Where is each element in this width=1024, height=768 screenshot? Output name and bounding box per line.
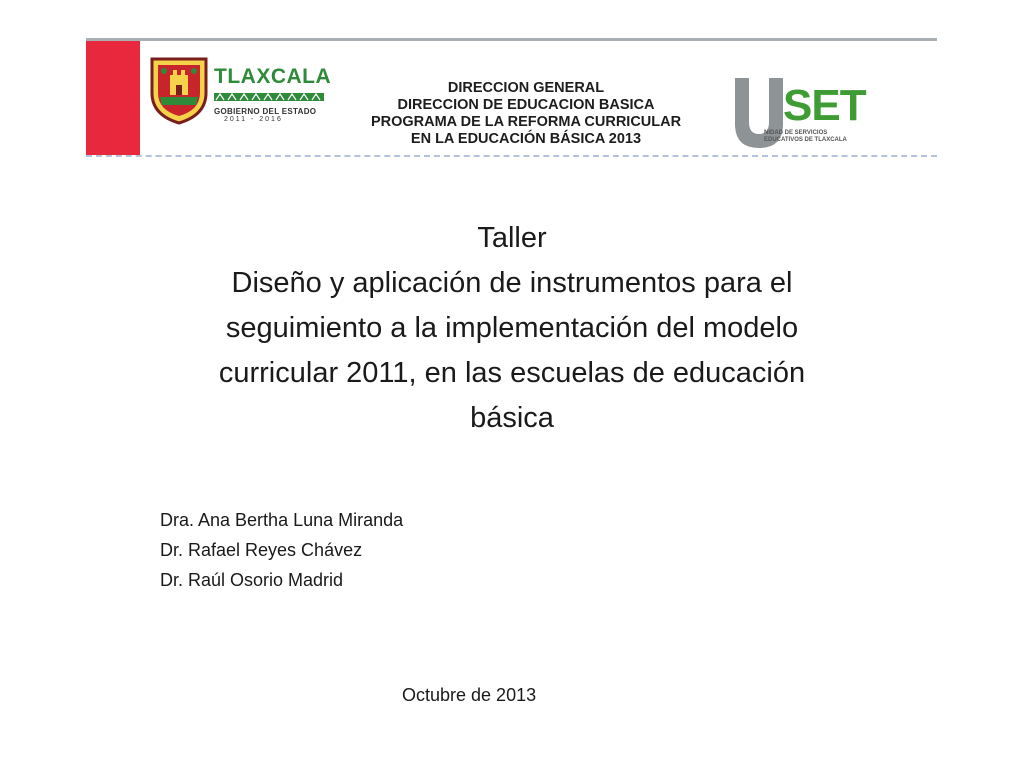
svg-text:SET: SET [783, 81, 866, 130]
tlaxcala-coat-of-arms-logo [148, 53, 210, 125]
header-dashed-rule [86, 155, 937, 157]
authors-list [160, 505, 403, 595]
direction-line-2: DIRECCION DE EDUCACION BASICA [397, 97, 655, 113]
tlaxcala-government-logo [214, 65, 332, 126]
slide-header [86, 38, 937, 158]
direction-line-4: EN LA EDUCACIÓN BÁSICA 2013 [410, 131, 642, 147]
tlaxcala-years-label: 2011 - 2016 [224, 116, 283, 123]
author-1: Dra. Ana Bertha Luna Miranda [160, 510, 404, 530]
title-line-2: Diseño y aplicación de instrumentos para el [231, 267, 793, 299]
header-top-rule [86, 38, 937, 41]
uset-subtitle-line-2: EDUCATIVOS DE TLAXCALA [764, 137, 847, 143]
direction-line-1: DIRECCION GENERAL [447, 80, 605, 96]
tlaxcala-pattern-strip [214, 93, 324, 101]
uset-subtitle-line-1: NIDAD DE SERVICIOS [764, 130, 828, 136]
tlaxcala-name: TLAXCALA [214, 65, 332, 88]
uset-logo [731, 72, 891, 152]
direction-line-3: PROGRAMA DE LA REFORMA CURRICULAR [370, 114, 682, 130]
title-line-4: curricular 2011, en las escuelas de educación [218, 357, 806, 389]
title-line-1: Taller [477, 222, 547, 254]
uset-subtitle [764, 130, 847, 144]
title-line-3: seguimiento a la implementación del modelo [225, 312, 799, 344]
author-3: Dr. Raúl Osorio Madrid [160, 570, 344, 590]
presentation-date: Octubre de 2013 [402, 685, 537, 705]
author-2: Dr. Rafael Reyes Chávez [160, 540, 363, 560]
header-red-block [86, 41, 140, 155]
title-line-5: básica [470, 402, 554, 434]
direction-heading [336, 80, 716, 148]
slide-title [110, 216, 914, 441]
tlaxcala-gov-label: GOBIERNO DEL ESTADO [214, 107, 317, 116]
